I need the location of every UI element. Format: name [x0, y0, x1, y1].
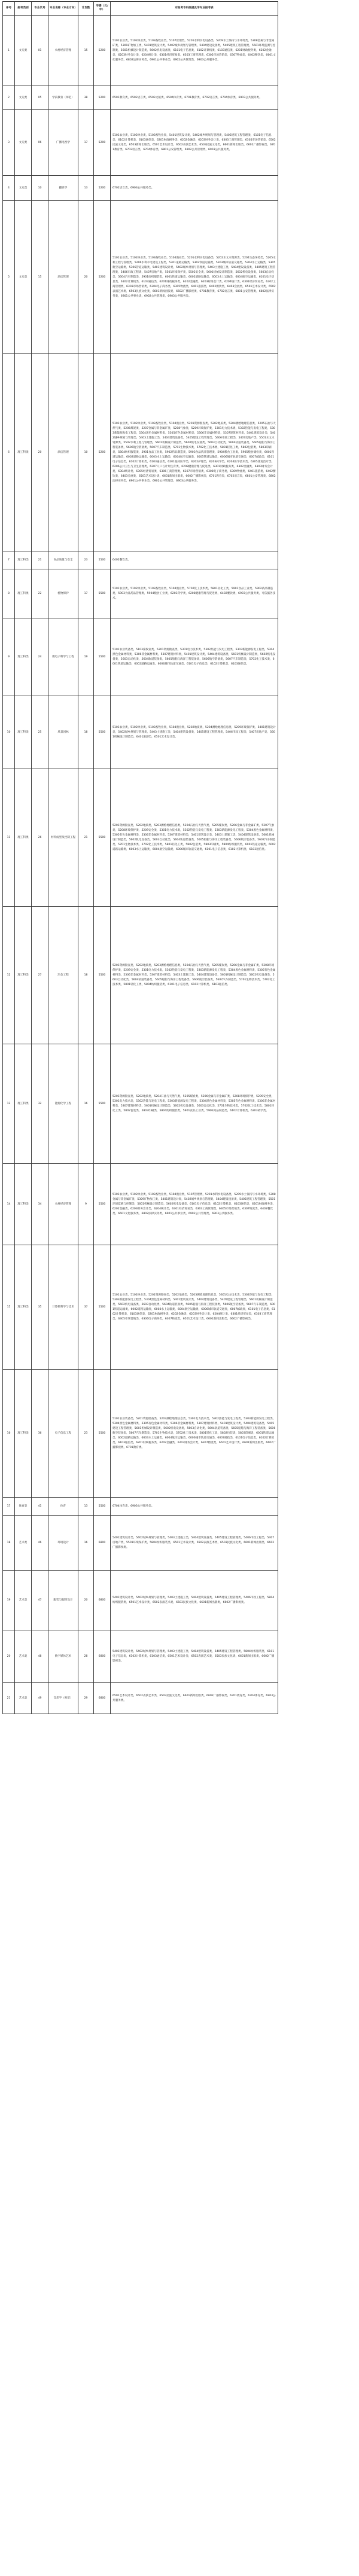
cell-fee: 5500 — [94, 1498, 111, 1516]
cell-seq: 21 — [3, 1683, 15, 1714]
cell-code: 27 — [32, 907, 48, 1044]
table-row — [3, 769, 278, 907]
cell-category: 理工科类 — [15, 1044, 32, 1164]
cell-plan: 20 — [78, 1571, 94, 1630]
cell-fee: 5500 — [94, 1370, 111, 1498]
cell-eligible-majors: 6501艺术设计类，6502表演艺术类，6503民族文化类，6601新闻出版类，6602广播影视类，6701教育类，6704体育类，6903公共服务类。 — [111, 1683, 278, 1714]
cell-fee: 5200 — [94, 86, 111, 110]
cell-fee: 6800 — [94, 1516, 111, 1571]
cell-major-name: 冶金工程 — [48, 907, 78, 1044]
cell-code: 26 — [32, 769, 48, 907]
cell-seq: 1 — [3, 16, 15, 86]
cell-code: 34 — [32, 1164, 48, 1245]
cell-eligible-majors: 5401建筑设计类，5402城乡规划与管理类，5403土建施工类，5404建筑设备类，5405建设工程管理类，5804纺织服装类，6101电子信息类，6102计算机类，6103通信类，6501艺术设计类，6502表演艺术类，6503民族文化类，6601新闻出版类，6602广播影视类。 — [111, 1630, 278, 1683]
header-major-name: 专业名称（专业方向） — [48, 2, 78, 16]
cell-eligible-majors: 5101农业装备类，5201资源勘查类，5203测绘地理信息类，5301电力技术类，5302热能与发电工程类，5303新能源发电工程类，5304黑色金属材料类，5305有色金属材料类，5306非金属材料类，5307建筑材料类，5401建筑设计类，5404建筑设备类，5405建设工程管理类，5601机械设计制造类，5602机电设备类，5603自动化类，5604轨道装备类，5605船舶与海洋工程装备类，5606航空装备类，5607汽车制造类，5701生物技术类，5702化工技术类，5801轻化工类，5802包装类，5803印刷类，6001铁道运输类，6002道路运输类，6003水上运输类，6004航空运输类，6006城市轨道交通类，6007邮政类，6101电子信息类，6102计算机类，6103通信类，6201财政税务类，6202金融类，6203财务会计类，6307物流类，6501艺术设计类，6601新闻出版类，6602广播影视类，6701教育类。 — [111, 1370, 278, 1498]
cell-seq: 6 — [3, 354, 15, 551]
cell-code: 36 — [32, 1370, 48, 1498]
cell-category: 文史类 — [15, 201, 32, 354]
cell-category: 理工科类 — [15, 696, 32, 769]
cell-fee: 5500 — [94, 769, 111, 907]
cell-code: 32 — [32, 1044, 48, 1164]
cell-seq: 13 — [3, 1044, 15, 1164]
cell-category: 文史类 — [15, 176, 32, 201]
cell-seq: 4 — [3, 176, 15, 201]
cell-category: 文史类 — [15, 86, 32, 110]
cell-category: 艺术类 — [15, 1516, 32, 1571]
admissions-table — [2, 1, 278, 1714]
table-row — [3, 569, 278, 618]
header-code: 专业代号 — [32, 2, 48, 16]
cell-plan: 23 — [78, 551, 94, 569]
cell-major-name: 材料成型及控制工程 — [48, 769, 78, 907]
cell-code: 06 — [32, 110, 48, 176]
cell-code: 20 — [32, 354, 48, 551]
table-row — [3, 1245, 278, 1370]
cell-fee: 5500 — [94, 1245, 111, 1370]
cell-plan: 10 — [78, 354, 94, 551]
cell-seq: 10 — [3, 696, 15, 769]
header-plan: 计划数 — [78, 2, 94, 16]
table-row — [3, 1498, 278, 1516]
cell-eligible-majors: 5101农业类，5102林业类，5103畜牧业类，5107管理类，5201水利水电设备类，5209水土保持与水环境类，5308金属与非金属矿类，5309矿物加工类，5401建筑设计类，5402城乡规划与管理类，5404建设设备类，5405建筑工程管理类，5501环境监测与控制类，5601机械设计制造类，5602机电设备类，6101电子信息类，6102计算机类，6103通信类，6201财政税务类，6202金融类，6203财务会计类，6204统计类，6301经济贸易类，6303工商管理类，6305市场营销类，6307物流类，6402餐饮类，6601文化服务类，6802法律实务类，6901公共事业类，6902公共管理类，6903公共服务类。 — [111, 16, 278, 86]
cell-category: 文史类 — [15, 110, 32, 176]
cell-major-name: 翻译学 — [48, 176, 78, 201]
cell-code: 49 — [32, 1683, 48, 1714]
cell-eligible-majors: 5101农业类，5102林业类，5103畜牧业类，5104渔业类，5202地质类，5204测绘地理信息类，5209环境保护类，5401建筑设计类，5402城乡规划与管理类，5403土建施工类，5404建筑设备类，5405建设工程管理类，5406市政工程类，5407房地产类，5601机械设计制造类，6401旅游类，6501艺术设计类。 — [111, 696, 278, 769]
cell-eligible-majors: 6704体育类，6903公共服务类。 — [111, 1498, 278, 1516]
cell-major-name: 食品质量与安全 — [48, 551, 78, 569]
cell-major-name: 服装与服饰设计 — [48, 1571, 78, 1630]
cell-eligible-majors: 5401建筑设计类，5402城乡规划与管理类，5403土建施工类，5404建筑设备类，5405建设工程管理类，5406市政工程类，5804纺织服装类，6501艺术设计类，6502表演艺术类，6503民族文化类，6601新闻出版类，6602广播影视类。 — [111, 1571, 278, 1630]
table-row — [3, 1044, 278, 1164]
cell-fee: 5500 — [94, 1044, 111, 1164]
cell-major-name: 能源化学工程 — [48, 1044, 78, 1164]
cell-major-name: 数字媒体艺术 — [48, 1630, 78, 1683]
cell-eligible-majors: 5101农业类，5102林业类，5103畜牧业类，5104渔业类，5201资源勘查类，5202地质类，5204测绘地理信息类，5205石油与天然气类，5206煤炭类，5207金属与非金属矿类，5208气象类，5209环境保护类，5301电力技术类，5302热能与发电工程类，5303新能源发电工程类，5304黑色金属材料类，5305有色金属材料类，5306非金属材料类，5307建筑材料类，5401建筑设计类，5402城乡规划与管理类，5403土建施工类，5404建筑设备类，5405建设工程管理类，5406市政工程类，5407房地产类，5501水文水资源类，5502水利工程与管理类，5601机械设计制造类，5602机电设备类，5603自动化类，5604轨道装备类，5605船舶与海洋工程装备类，5606航空装备类，5607汽车制造类，5701生物技术类，5702化工技术类，5801轻化工类，5802包装类，5803印刷类，5804纺织服装类，5901食品工业类，5902药品制造类，5903食品药品管理类，5904粮食工业类，5905粮食储检类，6001铁道运输类，6002道路运输类，6003水上运输类，6004航空运输类，6005管道运输类，6006城市轨道交通类，6007邮政类，6101电子信息类，6102计算机类，6103通信类，6201临床医学类，6202护理类，6203药学类，6204医学技术类，6205康复治疗类，6206公共卫生与卫生管理类，6207人口与计划生育类，6208健康管理与促进类，6301财政税务类，6302金融类，6303财务会计类，6304统计类，6305经济贸易类，6306工商管理类，6307市场营销类，6308电子商务类，6309物流类，6401旅游类，6402餐饮类，6403会展类，6501艺术设计类，6601新闻出版类，6602广播影视类，6701教育类，6702语言类，6801公安管理类，6802法律实务类，6901公共事业类，6902公共管理类，6903公共服务类。 — [111, 354, 278, 551]
cell-major-name: 电子信息工程 — [48, 1370, 78, 1498]
cell-eligible-majors: 5101农业类，5102林业类，5103畜牧业类，5104渔业类，5201水利水电设备类，5202水文水资源类，5204生态环境类，5205水利工程与管理类，5206水利水电建设工程类，5301道路运输类，5302铁道运输类，5303城市轨道交通类，5304水上运输类，5305航空运输类，5306管道运输类，5401建筑设计类，5402城乡规划与管理类，5403土建施工类，5404建设设备类，5405建筑工程管理类，5406市政工程类，5407房地产类，5501环境保护类，5502安全类，5601机械设计制造类，5602机电设备类，5603自动化类，5604汽车制造类，5901纺织服装类，6001铁道运输类，6002道路运输类，6003水上运输类，6004航空运输类，6101电子信息类，6102计算机类，6103通信类，6201财政税务类，6202金融类，6203财务会计类，6204统计类，6301经济贸易类，6302工商管理类，6303市场营销类，6304电子商务类，6305物流类，6401旅游类，6402餐饮类，6403会展类，6501艺术设计类，6502表演艺术类，6503民族文化类，6601新闻出版类，6602广播影视类，6701教育类，6702语言类，6801公安管理类，6802法律实务类，6901公共事业类，6902公共管理类，6903公共服务类。 — [111, 201, 278, 354]
table-row — [3, 1370, 278, 1498]
cell-major-name: 酒店管理 — [48, 201, 78, 354]
cell-fee: 5200 — [94, 201, 111, 354]
cell-code: 24 — [32, 618, 48, 696]
cell-eligible-majors: 5101农业装备类，5103畜牧业类，5201资源勘查类，5301电力技术类，5302热能与发电工程类，5303新能源发电工程类，5304黑色金属材料类，5306非金属材料类，5307建筑材料类，5401建筑设计类，5404建筑设备类，5601机械设计制造类，5602机电设备类，5603自动化类，5604轨道装备类，5605船舶与海洋工程装备类，5606航空装备类，5607汽车制造类，5702化工技术类，6001铁道运输类，6002道路运输类，6006城市轨道交通类，6101电子信息类，6102计算机类，6103通信类。 — [111, 618, 278, 696]
cell-eligible-majors: 5101农业类，5102林业类，5103畜牧业类，5401建筑设计类，5402城乡规划与管理类，5405建筑工程管理类，6101电子信息类，6102计算机类，6103通信类，6201财政税务类，6202金融类，6203财务会计类，6303工商管理类，6305市场营销类，6502民族文化类，6503新闻出版类，6501艺术设计类，6502表演艺术类，6503民族文化类，6601新闻出版类，6602广播影视类，6701教育类，6702语言类，6704体育类，6801公安管理类，6902公共管理类，6903公共服务类。 — [111, 110, 278, 176]
cell-code: 35 — [32, 1245, 48, 1370]
cell-plan: 18 — [78, 907, 94, 1044]
cell-fee: 5500 — [94, 551, 111, 569]
cell-code: 01 — [32, 16, 48, 86]
cell-major-name: 学前教育（师范） — [48, 86, 78, 110]
cell-category: 艺术类 — [15, 1571, 32, 1630]
table-row — [3, 551, 278, 569]
cell-major-name: 风景园林 — [48, 696, 78, 769]
cell-major-name: 体育 — [48, 1498, 78, 1516]
cell-seq: 20 — [3, 1630, 15, 1683]
cell-category: 理工科类 — [15, 769, 32, 907]
cell-eligible-majors: 5101农业类，5102林业类，5201资源勘查类，5202地质类，5203测绘地理信息类，5301电力技术类，5302热能与发电工程类，5303新能源发电工程类，5304黑色金属材料类，5401建筑设计类，5404建筑设备类，5405建设工程管理类，5601机械设计制造类，5602机电设备类，5603自动化类，5604轨道装备类，5605船舶与海洋工程装备类，5606航空装备类，5607汽车制造类，6001铁道运输类，6002道路运输类，6003水上运输类，6004航空运输类，6006城市轨道交通类，6007邮政类，6101电子信息类，6102计算机类，6103通信类，6201财政税务类，6202金融类，6203财务会计类，6204统计类，6301经济贸易类，6303工商管理类，6305市场营销类，6306电子商务类，6307物流类，6501艺术设计类，6601新闻出版类，6602广播影视类。 — [111, 1245, 278, 1370]
cell-eligible-majors: 6501教育类，6502语言类，6503文秘类，6504体育类，6701教育类，6702语言类，6704体育类，6903公共服务类。 — [111, 86, 278, 110]
cell-category: 理工科类 — [15, 1370, 32, 1498]
cell-major-name: 植物保护 — [48, 569, 78, 618]
cell-plan: 13 — [78, 1498, 94, 1516]
cell-plan: 9 — [78, 1164, 94, 1245]
cell-code: 05 — [32, 86, 48, 110]
cell-plan: 28 — [78, 1630, 94, 1683]
cell-category: 理工科类 — [15, 569, 32, 618]
header-row — [3, 2, 278, 16]
cell-category: 理工科类 — [15, 1245, 32, 1370]
cell-seq: 11 — [3, 769, 15, 907]
header-seq: 序号 — [3, 2, 15, 16]
cell-eligible-majors: 5201资源勘查类，5202地质类，5203测绘地理信息类，5204石油与天然气类，5205煤炭类，5206金属与非金属矿类，5207气象类，5208环境保护类，5209安全类，5301电力技术类，5302热能与发电工程类，5303新能源发电工程类，5304黑色金属材料类，5305有色金属材料类，5306非金属材料类，5307建筑材料类，5401建筑设计类，5403土建施工类，5404建筑设备类，5601机械设计制造类，5602机电设备类，5603自动化类，5604轨道装备类，5605船舶与海洋工程装备类，5606航空装备类，5607汽车制造类，5701生物技术类，5702化工技术类，5801轻化工类，5802包装类，5803印刷类，5804纺织服装类，6001铁道运输类，6002道路运输类，6003水上运输类，6004航空运输类，6006城市轨道交通类，6101电子信息类，6102计算机类，6103通信类。 — [111, 769, 278, 907]
cell-fee: 6800 — [94, 1630, 111, 1683]
table-row — [3, 1164, 278, 1245]
cell-eligible-majors: 6402餐饮类。 — [111, 551, 278, 569]
header-category: 报考类别 — [15, 2, 32, 16]
cell-plan: 17 — [78, 110, 94, 176]
cell-code: 46 — [32, 1516, 48, 1571]
cell-category: 理工科类 — [15, 354, 32, 551]
cell-seq: 2 — [3, 86, 15, 110]
table-row — [3, 86, 278, 110]
cell-category: 理工科类 — [15, 907, 32, 1044]
cell-seq: 16 — [3, 1370, 15, 1498]
header-fee: 学费（元/年） — [94, 2, 111, 16]
cell-seq: 5 — [3, 201, 15, 354]
cell-fee: 6800 — [94, 1683, 111, 1714]
cell-seq: 17 — [3, 1498, 15, 1516]
table-row — [3, 1571, 278, 1630]
cell-category: 体育类 — [15, 1498, 32, 1516]
cell-category: 理工科类 — [15, 1164, 32, 1245]
cell-eligible-majors: 5101农业类，5102林业类，5103畜牧业类，5104渔业类，5702化工技术类，5801轻化工类，5901食品工业类，5902药品制造类，5903食品药品管理类，5904粮食工业类，6203药学类，6208健康管理与促进类，6402餐饮类，6903公共服务类，可依据各技术。 — [111, 569, 278, 618]
cell-category: 艺术类 — [15, 1630, 32, 1683]
cell-major-name: 环境设计 — [48, 1516, 78, 1571]
cell-eligible-majors: 5201资源勘查类，5202地质类，5203测绘地理信息类，5204石油与天然气类，5205煤炭类，5206金属与非金属矿类，5208环境保护类，5209安全类，5301电力技术类，5302热能与发电工程类，5303新能源发电工程类，5304黑色金属材料类，5305有色金属材料类，5306非金属材料类，5307建筑材料类，5403土建施工类，5404建筑设备类，5601机械设计制造类，5602机电设备类，5603自动化类，5604轨道装备类，5605船舶与海洋工程装备类，5606航空装备类，5607汽车制造类，5701生物技术类，5702化工技术类，5801轻化工类，5804纺织服装类，6101电子信息类，6102计算机类，6103通信类。 — [111, 907, 278, 1044]
cell-code: 15 — [32, 201, 48, 354]
cell-code: 48 — [32, 1630, 48, 1683]
cell-plan: 15 — [78, 16, 94, 86]
page — [0, 1, 359, 2576]
table-row — [3, 176, 278, 201]
cell-major-name: 农村经济管理 — [48, 16, 78, 86]
cell-seq: 9 — [3, 618, 15, 696]
cell-plan: 37 — [78, 1245, 94, 1370]
cell-plan: 17 — [78, 569, 94, 618]
cell-category: 艺术类 — [15, 1683, 32, 1714]
cell-fee: 5500 — [94, 618, 111, 696]
cell-plan: 29 — [78, 1683, 94, 1714]
header-eligible-majors: 对报考专科段提具学专业报考表 — [111, 2, 278, 16]
cell-category: 文史类 — [15, 16, 32, 86]
cell-eligible-majors: 6702语言类，6903公共服务类。 — [111, 176, 278, 201]
cell-seq: 7 — [3, 551, 15, 569]
cell-plan: 23 — [78, 1370, 94, 1498]
cell-fee: 5200 — [94, 16, 111, 86]
table-row — [3, 110, 278, 176]
cell-code: 21 — [32, 551, 48, 569]
table-row — [3, 618, 278, 696]
table-row — [3, 16, 278, 86]
table-row — [3, 696, 278, 769]
table-row — [3, 201, 278, 354]
cell-fee: 5500 — [94, 569, 111, 618]
cell-eligible-majors: 5401建筑设计类，5402城乡规划与管理类，5403土建施工类，5404建筑设备类，5405建设工程管理类，5406市政工程类，5407房地产类，5501环境保护类，5804纺织服装类，6501艺术设计类，6502表演艺术类，6503民族文化类，6601新闻出版类，6602广播影视类。 — [111, 1516, 278, 1571]
cell-seq: 8 — [3, 569, 15, 618]
cell-plan: 19 — [78, 618, 94, 696]
cell-code: 41 — [32, 1498, 48, 1516]
cell-fee: 6800 — [94, 1571, 111, 1630]
cell-category: 理工科类 — [15, 551, 32, 569]
cell-eligible-majors: 5101农业类，5102林业类，5103畜牧业类，5104渔业类，5107管理类，5201水利水电设备类，5209水土保持与水环境类，5308金属与非金属矿类，5309矿物加工类，5401建筑设计类，5402城乡规划与管理类，5404建设设备类，5405建筑工程管理类，5501环境监测与控制类，5601机械设计制造类，5602机电设备类，6101电子信息类，6102计算机类，6103通信类，6201财政税务类，6202金融类，6203财务会计类，6204统计类，6301经济贸易类，6303工商管理类，6305市场营销类，6307物流类，6402餐饮类，6601文化服务类，6802法律实务类，6901公共事业类，6902公共管理类，6903公共服务类。 — [111, 1164, 278, 1245]
cell-code: 22 — [32, 569, 48, 618]
table-row — [3, 907, 278, 1044]
table-row — [3, 1630, 278, 1683]
cell-code: 25 — [32, 696, 48, 769]
cell-plan: 18 — [78, 696, 94, 769]
table-row — [3, 1683, 278, 1714]
cell-seq: 3 — [3, 110, 15, 176]
cell-plan: 20 — [78, 201, 94, 354]
cell-major-name: 农村经济管理 — [48, 1164, 78, 1245]
cell-plan: 16 — [78, 1044, 94, 1164]
cell-seq: 12 — [3, 907, 15, 1044]
cell-seq: 18 — [3, 1516, 15, 1571]
cell-fee: 5200 — [94, 110, 111, 176]
cell-plan: 38 — [78, 86, 94, 110]
cell-major-name: 酒店管理 — [48, 354, 78, 551]
cell-major-name: 广播电视学 — [48, 110, 78, 176]
cell-fee: 5200 — [94, 354, 111, 551]
table-row — [3, 1516, 278, 1571]
cell-major-name: 微电子科学与工程 — [48, 618, 78, 696]
cell-fee: 5500 — [94, 1164, 111, 1245]
cell-code: 10 — [32, 176, 48, 201]
cell-major-name: 计算机科学与技术 — [48, 1245, 78, 1370]
cell-fee: 5200 — [94, 176, 111, 201]
cell-plan: 21 — [78, 769, 94, 907]
cell-code: 47 — [32, 1571, 48, 1630]
cell-plan: 16 — [78, 1516, 94, 1571]
cell-eligible-majors: 5201资源勘查类，5202地质类，5204石油与天然气类，5205煤炭类，5206金属与非金属矿类，5208环境保护类，5209安全类，5301电力技术类，5302热能与发电工程类，5303新能源发电工程类，5304黑色金属材料类，5305有色金属材料类，5306非金属材料类，5307建筑材料类，5601机械设计制造类，5602机电设备类，5603自动化类，5701生物技术类，5702化工技术类，5801轻化工类，5802包装类，5803印刷类，5804纺织服装类，5901食品工业类，5902药品制造类，6102计算机类，6203药学类。 — [111, 1044, 278, 1164]
cell-seq: 19 — [3, 1571, 15, 1630]
cell-category: 理工科类 — [15, 618, 32, 696]
cell-seq: 15 — [3, 1245, 15, 1370]
cell-fee: 5500 — [94, 907, 111, 1044]
cell-major-name: 音乐学（师范） — [48, 1683, 78, 1714]
cell-fee: 5500 — [94, 696, 111, 769]
cell-plan: 13 — [78, 176, 94, 201]
table-row — [3, 354, 278, 551]
cell-seq: 14 — [3, 1164, 15, 1245]
